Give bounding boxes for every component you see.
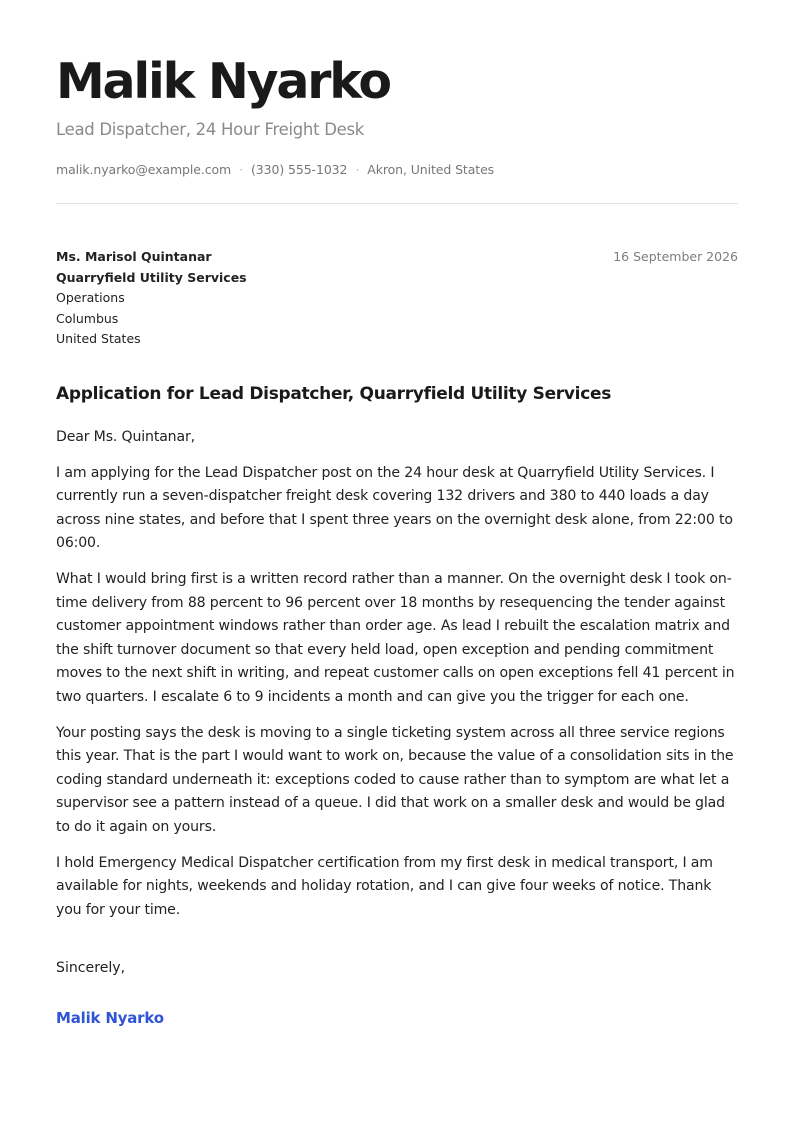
signature-name: Malik Nyarko (56, 1009, 164, 1027)
letter-subject: Application for Lead Dispatcher, Quarryfield Utility Services (56, 384, 612, 404)
body-paragraph: I am applying for the Lead Dispatcher post on the 24 hour desk at Quarryfield Utility Services. I currently run a seven-dispatcher freight desk covering 132 drivers and 380 to 440 loads a day across nine states, and before that I spent three years on the overnight desk alone, from 22:00 to 06:00. (56, 464, 733, 552)
closing-phrase: Sincerely, (56, 960, 126, 976)
letter-date: 16 September 2026 (613, 249, 738, 264)
contact-location: Akron, United States (367, 162, 495, 177)
applicant-name: Malik Nyarko (56, 53, 390, 110)
applicant-tagline: Lead Dispatcher, 24 Hour Freight Desk (56, 120, 365, 139)
body-paragraph: What I would bring first is a written record rather than a manner. On the overnight desk I took on-time delivery from 88 percent to 96 percent over 18 months by resequencing the tender against customer appointment windows rather than order age. As lead I rebuilt the escalation matrix and the shift turnover document so that every held load, open exception and pending commitment moves to the next shift in writing, and repeat customer calls on open exceptions fell 41 percent in two quarters. I escalate 6 to 9 incidents a month and can give you the trigger for each one. (56, 570, 735, 705)
contact-separator: · (239, 162, 244, 177)
recipient-department: Operations (56, 290, 125, 305)
salutation: Dear Ms. Quintanar, (56, 429, 195, 445)
body-paragraph: I hold Emergency Medical Dispatcher certification from my first desk in medical transport, I am available for nights, weekends and holiday rotation, and I can give four weeks of notice. Thank you for your time. (56, 854, 713, 918)
contact-phone[interactable]: (330) 555-1032 (251, 162, 348, 177)
recipient-block (56, 247, 247, 350)
recipient-country: United States (56, 331, 141, 346)
contact-line (56, 161, 494, 179)
recipient-name: Ms. Marisol Quintanar (56, 249, 212, 264)
contact-separator: · (355, 162, 360, 177)
body-paragraph: Your posting says the desk is moving to a single ticketing system across all three service regions this year. That is the part I would want to work on, because the value of a consolidation sits in the coding standard underneath it: exceptions coded to cause rather than to symptom are what let a supervisor see a pattern instead of a queue. I did that work on a smaller desk and would be glad to do it again on yours. (56, 724, 734, 835)
recipient-company: Quarryfield Utility Services (56, 269, 247, 285)
letter-body (56, 426, 738, 934)
recipient-city: Columbus (56, 310, 119, 326)
header-divider (56, 203, 738, 204)
contact-email[interactable]: malik.nyarko@example.com (56, 162, 232, 177)
